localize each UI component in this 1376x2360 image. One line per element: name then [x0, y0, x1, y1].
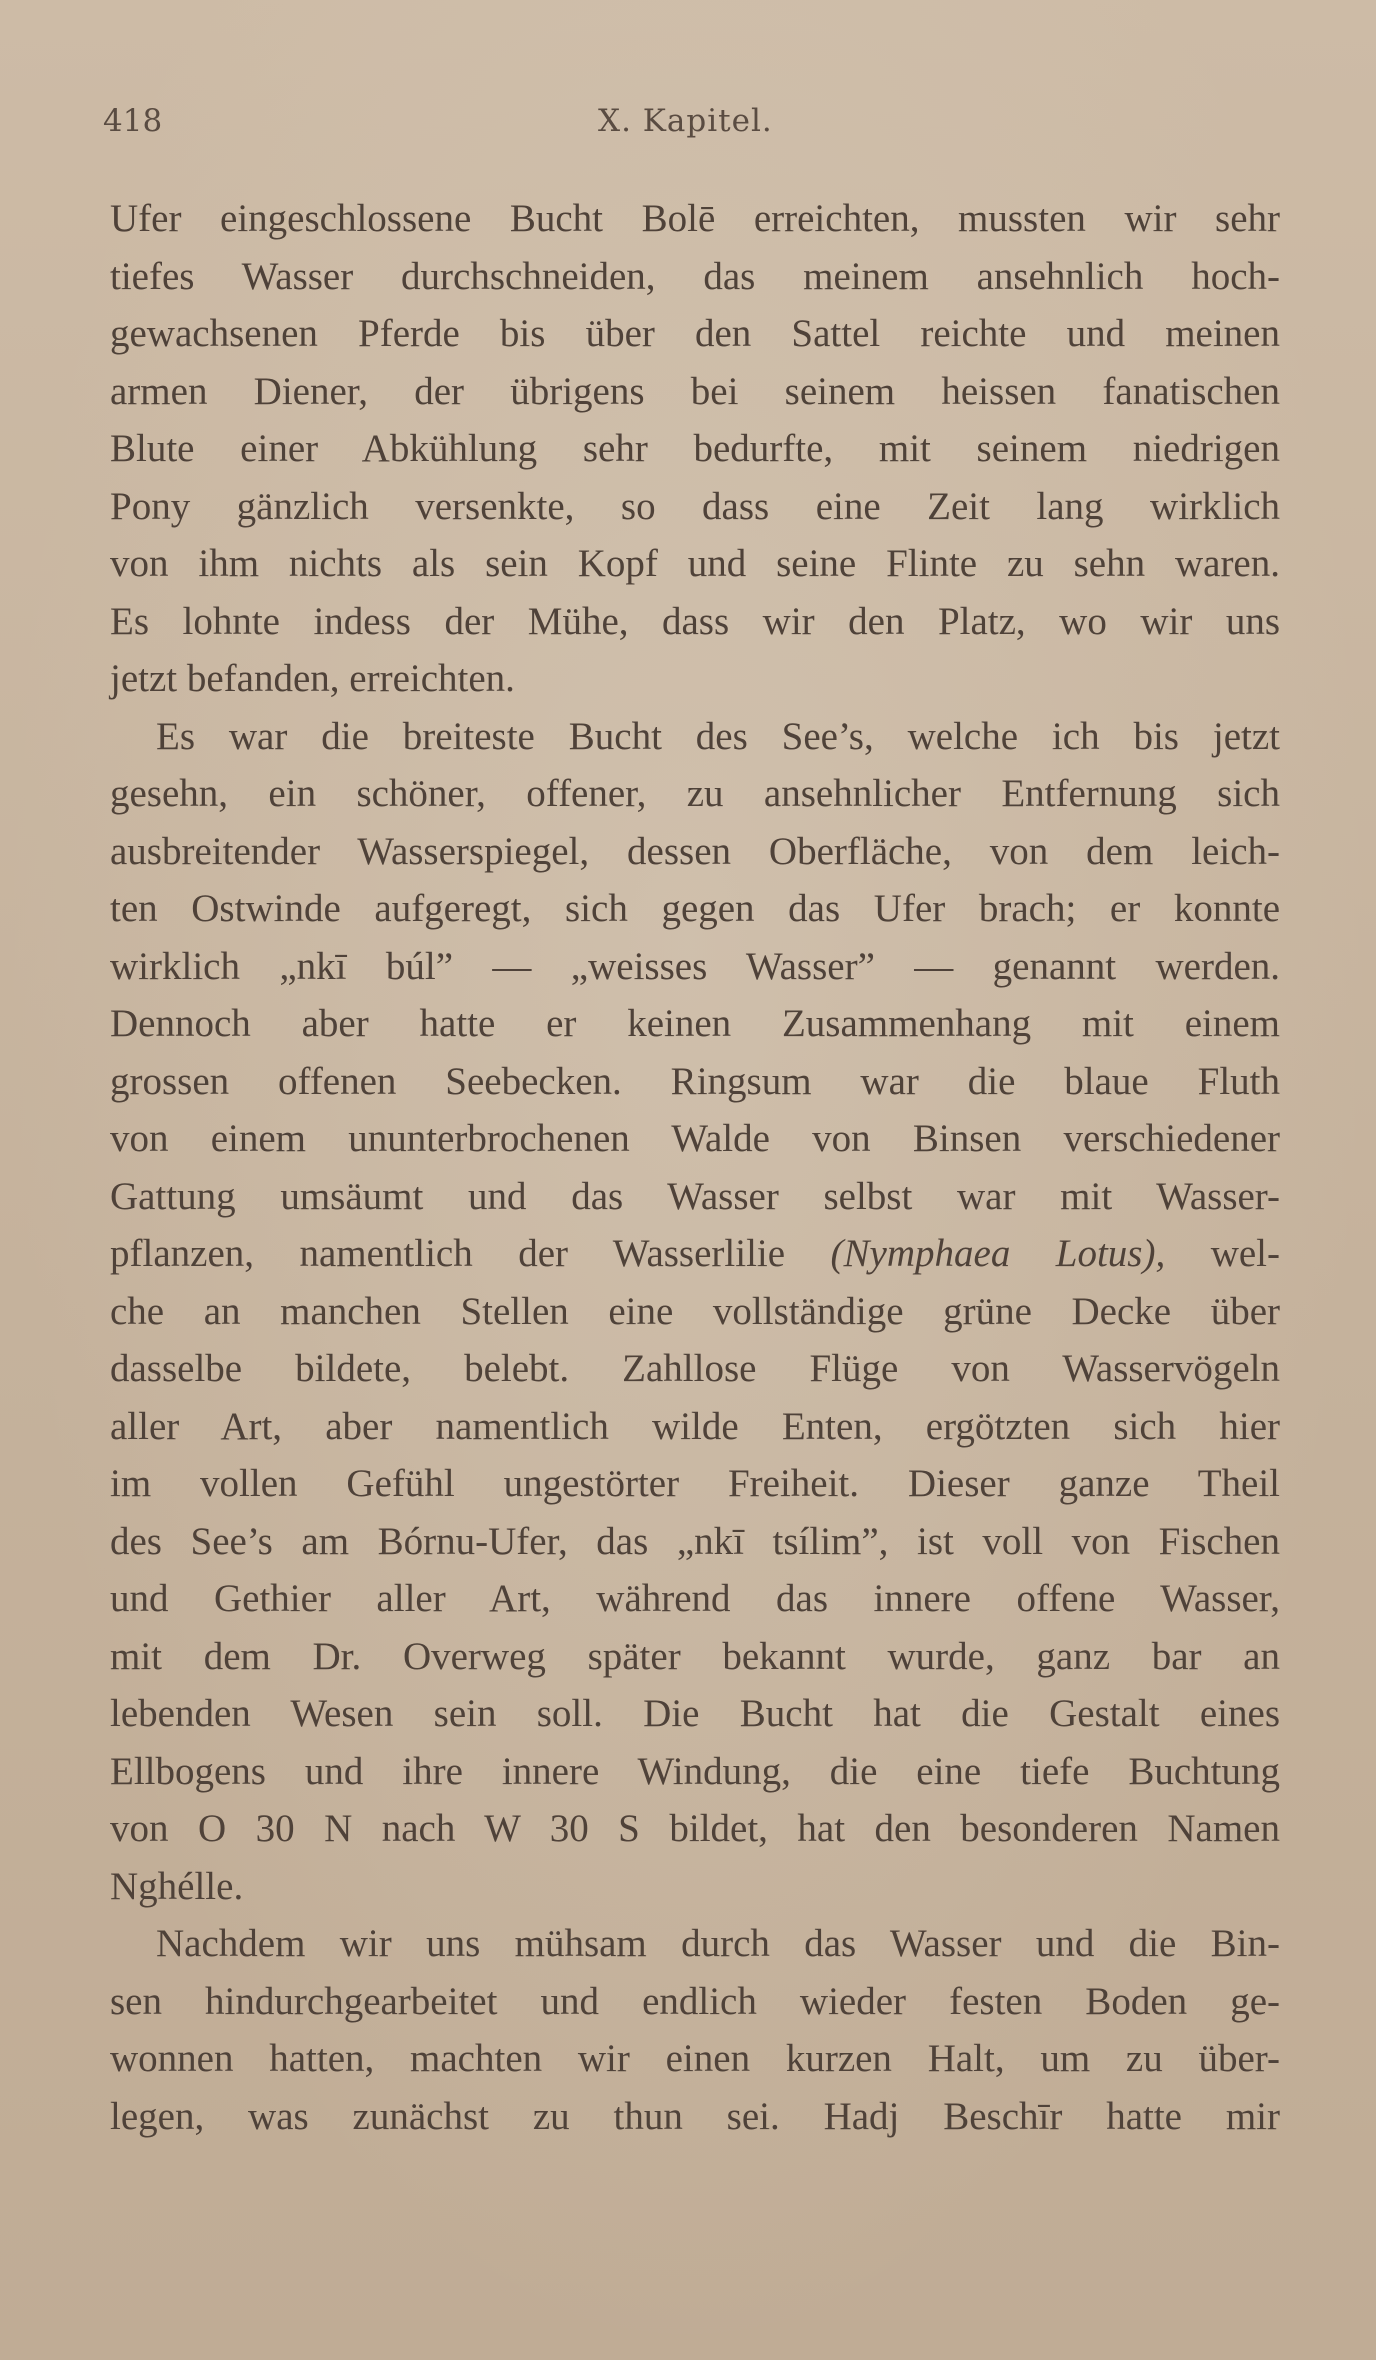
running-head: X. Kapitel. [598, 103, 773, 139]
text-line: Ufer eingeschlossene Bucht Bolē erreichten, mussten wir sehr [110, 197, 1280, 240]
text-line: Blute einer Abkühlung sehr bedurfte, mit seinem niedrigen [110, 427, 1280, 470]
text-line: gesehn, ein schöner, offener, zu ansehnlicher Entfernung sich [110, 772, 1280, 815]
text-line: ten Ostwinde aufgeregt, sich gegen das Ufer brach; er konnte [110, 887, 1280, 930]
text-line: Gattung umsäumt und das Wasser selbst war mit Wasser- [110, 1174, 1280, 1218]
text-line: Dennoch aber hatte er keinen Zusammenhang mit einem [110, 1002, 1280, 1045]
text-segment: wel- [1210, 1232, 1281, 1275]
text-line-with-italic [110, 1225, 1280, 1283]
text-line: aller Art, aber namentlich wilde Enten, ergötzten sich hier [110, 1404, 1280, 1448]
text-line: Es war die breiteste Bucht des See’s, welche ich bis jetzt [156, 714, 1280, 758]
text-line: von O 30 N nach W 30 S bildet, hat den besonderen Namen [110, 1807, 1280, 1850]
text-line: tiefes Wasser durchschneiden, das meinem ansehnlich hoch- [110, 254, 1280, 298]
text-line: armen Diener, der übrigens bei seinem heissen fanatischen [110, 369, 1280, 413]
text-line: lebenden Wesen sein soll. Die Bucht hat die Gestalt eines [110, 1692, 1280, 1735]
text-line: sen hindurchgearbeitet und endlich wieder festen Boden ge- [110, 1979, 1280, 2023]
text-line: Ellbogens und ihre innere Windung, die eine tiefe Buchtung [110, 1749, 1280, 1793]
text-line: wirklich „nkī búl” — „weisses Wasser” — genannt werden. [110, 944, 1280, 988]
text-line: von ihm nichts als sein Kopf und seine Flinte zu sehn waren. [110, 542, 1280, 585]
text-line: legen, was zunächst zu thun sei. Hadj Beschīr hatte mir [110, 2094, 1280, 2138]
text-line: von einem ununterbrochenen Walde von Binsen verschiedener [110, 1117, 1280, 1160]
page-number: 418 [103, 103, 163, 139]
body-text [110, 190, 1280, 2145]
text-line: und Gethier aller Art, während das innere offene Wasser, [110, 1577, 1280, 1620]
text-segment: pflanzen, namentlich der Wasserlilie [110, 1232, 786, 1275]
text-line: im vollen Gefühl ungestörter Freiheit. Dieser ganze Theil [110, 1462, 1280, 1505]
text-line: dasselbe bildete, belebt. Zahllose Flüge von Wasservögeln [110, 1347, 1280, 1390]
text-line: che an manchen Stellen eine vollständige grüne Decke über [110, 1289, 1280, 1333]
page-header [103, 103, 1283, 163]
text-line: des See’s am Bórnu-Ufer, das „nkī tsílim”, ist voll von Fischen [110, 1519, 1280, 1563]
species-name: (Nymphaea Lotus), [830, 1232, 1166, 1275]
text-line: Pony gänzlich versenkte, so dass eine Zeit lang wirklich [110, 484, 1280, 528]
text-line: mit dem Dr. Overweg später bekannt wurde, ganz bar an [110, 1634, 1280, 1678]
text-line: wonnen hatten, machten wir einen kurzen Halt, um zu über- [110, 2037, 1280, 2080]
text-line: gewachsenen Pferde bis über den Sattel reichte und meinen [110, 312, 1280, 355]
text-line: jetzt befanden, erreichten. [110, 657, 515, 700]
text-line: Es lohnte indess der Mühe, dass wir den Platz, wo wir uns [110, 599, 1280, 643]
text-line: ausbreitender Wasserspiegel, dessen Oberfläche, von dem leich- [110, 829, 1280, 873]
text-line: Nachdem wir uns mühsam durch das Wasser und die Bin- [156, 1922, 1280, 1965]
text-line: Nghélle. [110, 1864, 244, 1908]
text-line: grossen offenen Seebecken. Ringsum war die blaue Fluth [110, 1059, 1280, 1103]
